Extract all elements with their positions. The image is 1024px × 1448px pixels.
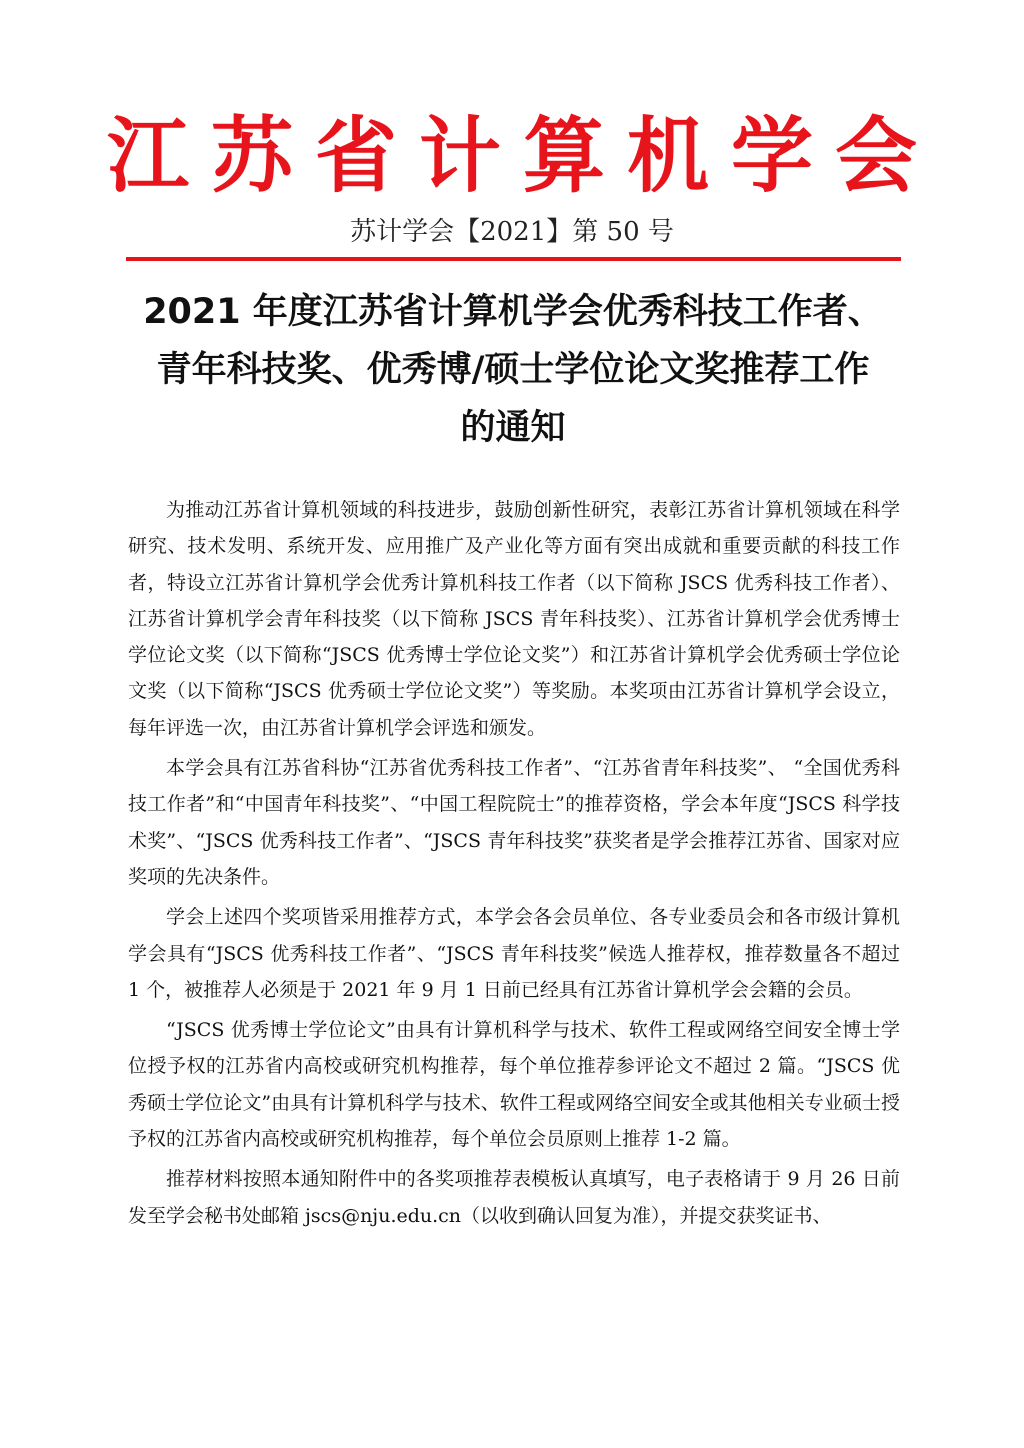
notice-title-line: 2021 年度江苏省计算机学会优秀科技工作者、 — [143, 292, 883, 332]
body-paragraph: 推荐材料按照本通知附件中的各奖项推荐表模板认真填写，电子表格请于 9 月 26 日前发至学会秘书处邮箱 jscs@nju.edu.cn（以收到确认回复为准），并提交获奖证书、 — [128, 1168, 900, 1227]
body-paragraph: 为推动江苏省计算机领域的科技进步，鼓励创新性研究，表彰江苏省计算机领域在科学研究、技术发明、系统开发、应用推广及产业化等方面有突出成就和重要贡献的科技工作者，特设立江苏省计算机学会优秀计算机科技工作者（以下简称 JSCS 优秀科技工作者）、江苏省计算机学会青年科技奖（以下简称 JSCS 青年科技奖）、江苏省计算机学会优秀博士学位论文奖（以下简称“JSCS 优秀博士学位论文奖”）和江苏省计算机学会优秀硕士学位论文奖（以下简称“JSCS 优秀硕士学位论文奖”）等奖励。本奖项由江苏省计算机学会设立，每年评选一次，由江苏省计算机学会评选和颁发。 — [128, 499, 900, 739]
notice-title-line: 青年科技奖、优秀博/硕士学位论文奖推荐工作 — [156, 350, 870, 390]
document-number: 苏计学会【2021】第 50 号 — [350, 217, 674, 247]
notice-body — [128, 492, 900, 1238]
notice-title-line: 的通知 — [460, 408, 566, 448]
body-paragraph: 本学会具有江苏省科协“江苏省优秀科技工作者”、“江苏省青年科技奖”、 “全国优秀科技工作者”和“中国青年科技奖”、“中国工程院院士”的推荐资格，学会本年度“JSCS 科学技术奖”、“JSCS 优秀科技工作者”、“JSCS 青年科技奖”获奖者是学会推荐江苏省、国家对应奖项的先决条件。 — [128, 757, 900, 888]
body-paragraph: 学会上述四个奖项皆采用推荐方式，本学会各会员单位、各专业委员会和各市级计算机学会具有“JSCS 优秀科技工作者”、“JSCS 青年科技奖”候选人推荐权，推荐数量各不超过 1 个，被推荐人必须是于 2021 年 9 月 1 日前已经具有江苏省计算机学会会籍的会员。 — [128, 906, 900, 1001]
red-divider-rule — [126, 257, 901, 261]
notice-title — [118, 283, 908, 457]
organization-title: 江苏省计算机学会 — [106, 109, 939, 204]
body-paragraph: “JSCS 优秀博士学位论文”由具有计算机科学与技术、软件工程或网络空间安全博士学位授予权的江苏省内高校或研究机构推荐，每个单位推荐参评论文不超过 2 篇。“JSCS 优秀硕士学位论文”由具有计算机科学与技术、软件工程或网络空间安全或其他相关专业硕士授予权的江苏省内高校或研究机构推荐，每个单位会员原则上推荐 1-2 篇。 — [128, 1019, 900, 1151]
